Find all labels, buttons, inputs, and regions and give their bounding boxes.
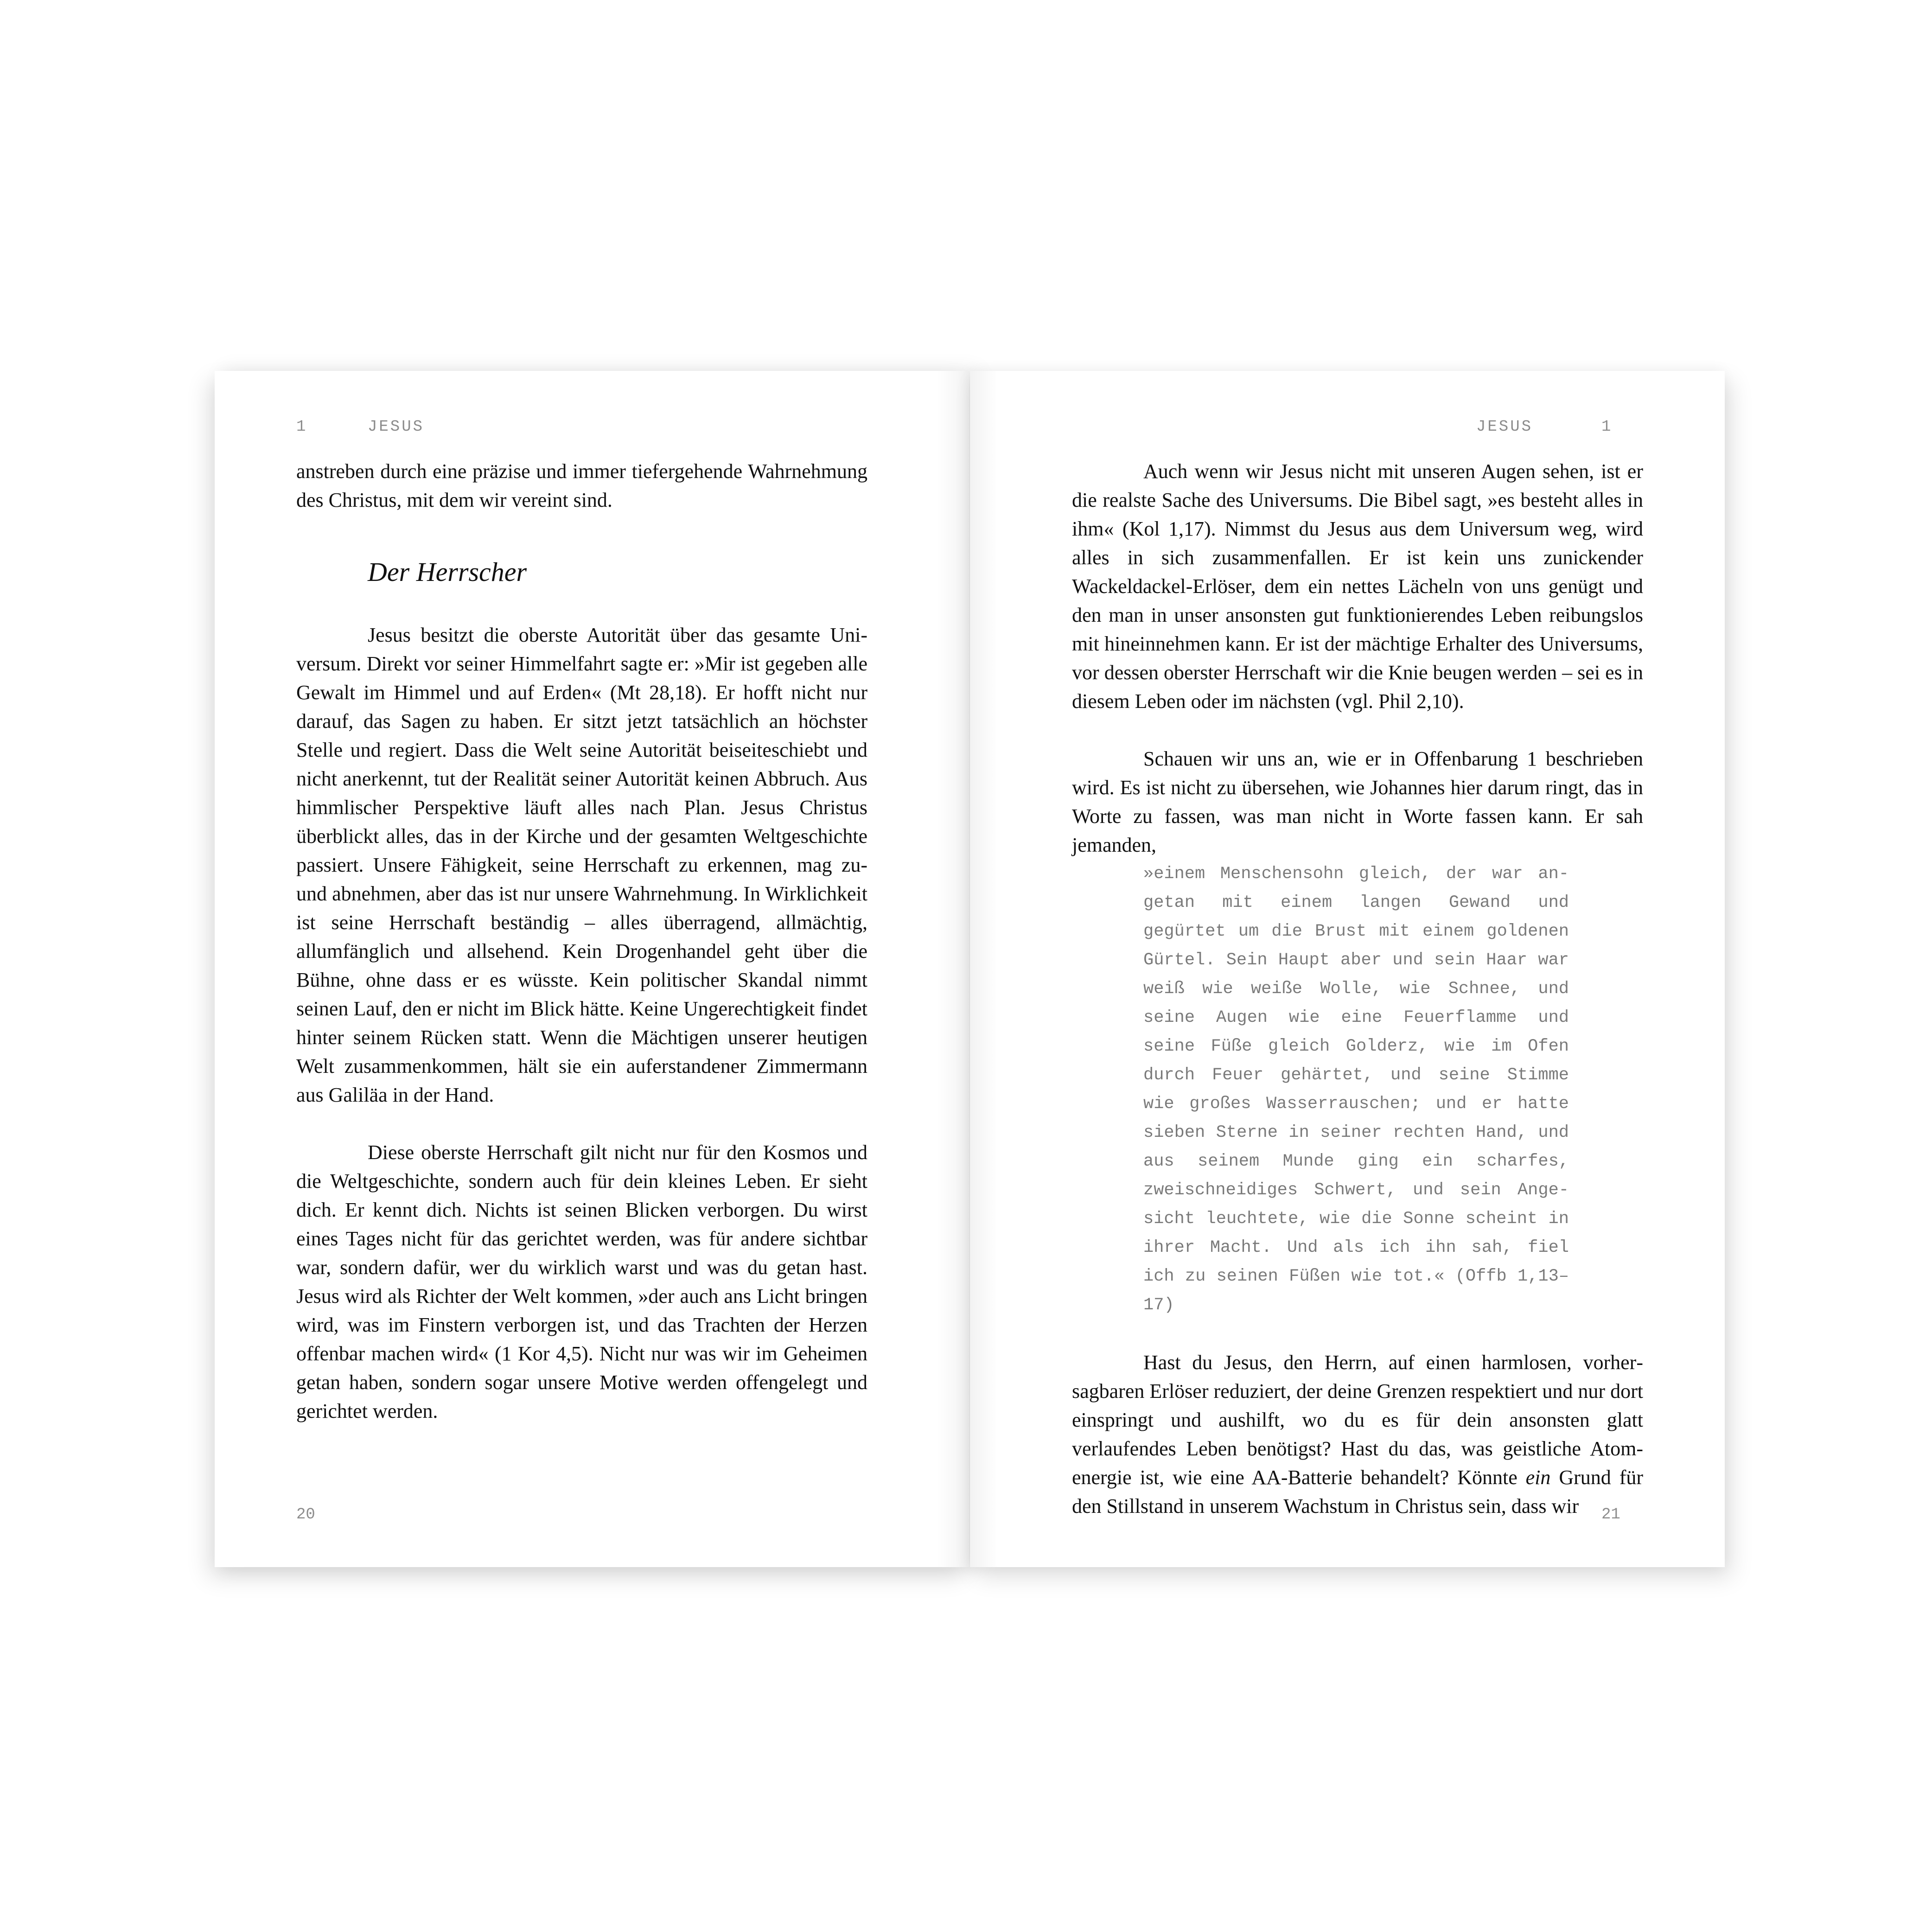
body-paragraph: Auch wenn wir Jesus nicht mit unseren Augen sehen, ist er die realste Sache des Universums. Die Bibel sagt, »es besteht alles in ihm« (Kol 1,17). Nimmst du Jesus aus dem Universum weg, wird alles in sich zusammenfallen. Er ist kein uns zunickender Wackeldackel-Erlöser, dem ein nettes Lächeln von uns genügt und den man in unser ansonsten gut funktionierendes Leben reibungslos mit hineinnehmen kann. Er ist der mächtige Erhalter des Universums, vor dessen oberster Herrschaft wir die Knie beugen werden – sei es in diesem Leben oder im nächsten (vgl. Phil 2,10). — [1072, 460, 1643, 713]
gutter-shadow — [937, 371, 969, 1567]
paragraph-text: Grund für den Stillstand in unserem Wachstum in Christus sein, dass wir — [1072, 1466, 1644, 1518]
gutter-shadow — [970, 371, 998, 1567]
scripture-quote: »einem Menschensohn gleich, der war angetan mit einem langen Gewand und gegürtet um die Brust mit einem goldenen Gürtel. Sein Haupt aber und sein Haar war weiß wie weiße Wolle, wie Schnee, und seine Augen wie eine Feuerflamme und seine Füße gleich Golderz, wie im Ofen durch Feuer gehärtet, und seine Stimme wie großes Wasserrauschen; und er hatte sieben Sterne in seiner rechten Hand, und aus seinem Munde ging ein scharfes, zweischneidiges Schwert, und sein Angesicht leuchtete, wie die Sonne scheint in ihrer Macht. Und als ich ihn sah, fiel ich zu seinen Füßen wie tot.« (Offb 1,13–17) — [1143, 864, 1569, 1315]
paragraph-gap — [296, 1109, 867, 1138]
paragraph-gap — [1072, 716, 1643, 745]
page-number: 21 — [1601, 1506, 1620, 1524]
paragraph-text: Hast du Jesus, den Herrn, auf einen harmlosen, vorhersagbaren Erlöser reduziert, der deine Grenzen respektiert und nur dort einspringt und aushilft, wo du es für dein ansonsten glatt verlaufendes Leben benötigst? Hast du das, was geistliche Atomenergie ist, wie eine AA-Batterie behandelt? Könnte — [1072, 1351, 1643, 1489]
emphasized-word: ein — [1525, 1466, 1551, 1489]
running-head-chapter-number: 1 — [296, 418, 308, 436]
book-spread — [215, 371, 1725, 1567]
left-text-block — [296, 457, 867, 1426]
body-paragraph — [1072, 1348, 1643, 1521]
body-paragraph: Jesus besitzt die oberste Autorität über das gesamte Universum. Direkt vor seiner Himmelfahrt sagte er: »Mir ist gegeben alle Gewalt im Himmel und auf Erden« (Mt 28,18). Er hofft nicht nur darauf, das Sagen zu haben. Er sitzt jetzt tatsächlich an höchster Stelle und regiert. Dass die Welt seine Autorität beiseiteschiebt und nicht anerkennt, tut der Realität seiner Autorität keinen Abbruch. Aus himmlischer Perspektive läuft alles nach Plan. Jesus Christus überblickt alles, das in der Kirche und der gesamten Weltgeschichte passiert. Unsere Fähigkeit, seine Herrschaft zu erkennen, mag zu- und abnehmen, aber das ist nur unsere Wahrnehmung. In Wirklichkeit ist seine Herrschaft beständig – alles überragend, allmächtig, allumfänglich und allsehend. Kein Drogenhandel geht über die Bühne, ohne dass er es wüsste. Kein politischer Skandal nimmt seinen Lauf, den er nicht im Blick hätte. Keine Ungerechtigkeit findet hinter seinem Rücken statt. Wenn die Mächtigen unserer heutigen Welt zusammenkommen, hält sie ein auferstandener Zimmermann aus Galiläa in der Hand. — [296, 624, 867, 1106]
intro-paragraph: anstreben durch eine präzise und immer tiefergehende Wahrnehmung des Christus, mit dem wir vereint sind. — [296, 460, 867, 511]
right-text-block — [1072, 457, 1643, 1521]
running-head-title: JESUS — [368, 418, 425, 436]
running-head-title: JESUS — [1476, 418, 1533, 436]
body-paragraph: Schauen wir uns an, wie er in Offenbarung 1 beschrieben wird. Es ist nicht zu übersehen, wie Johannes hier darum ringt, das in Worte zu fassen, was man nicht in Worte fassen kann. Er sah jemanden, — [1072, 747, 1643, 856]
section-heading: Der Herrscher — [368, 557, 527, 587]
running-head-chapter-number: 1 — [1601, 418, 1613, 436]
body-paragraph: Diese oberste Herrschaft gilt nicht nur für den Kosmos und die Weltgeschichte, sondern auch für dein kleines Leben. Er sieht dich. Er kennt dich. Nichts ist seinen Blicken verborgen. Du wirst eines Tages nicht für das gerichtet werden, was für andere sichtbar war, sondern dafür, wer du wirklich warst und was du getan hast. Jesus wird als Richter der Welt kommen, »der auch ans Licht bringen wird, was im Finstern verborgen ist, und das Trachten der Herzen offenbar machen wird« (1 Kor 4,5). Nicht nur was wir im Geheimen getan haben, sondern sogar unsere Motive werden offengelegt und gerichtet werden. — [296, 1141, 867, 1422]
left-page — [215, 371, 969, 1567]
right-page — [970, 371, 1725, 1567]
page-number: 20 — [296, 1506, 315, 1524]
paragraph-gap — [1072, 1320, 1643, 1348]
